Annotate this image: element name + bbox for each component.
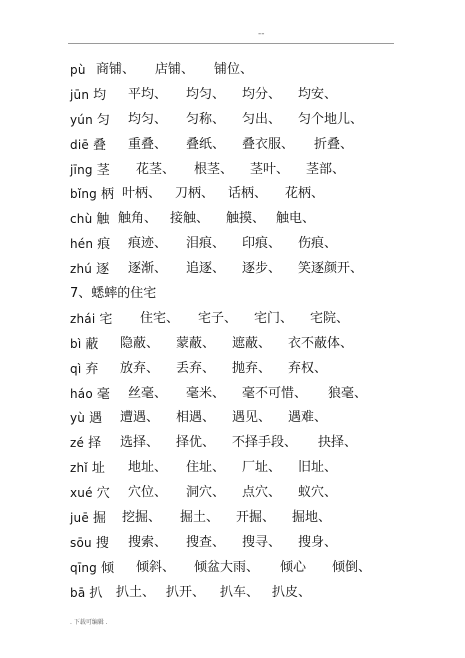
vocab-word: 刀柄、	[175, 186, 215, 202]
pinyin: jūn	[70, 87, 90, 102]
head-character: 遇	[89, 411, 103, 427]
vocab-word: 狼毫、	[328, 385, 368, 401]
vocab-row	[70, 406, 410, 431]
header-rule	[68, 43, 394, 44]
vocab-word: 均安、	[298, 86, 338, 102]
vocab-row	[70, 382, 410, 407]
vocab-row	[70, 83, 410, 108]
vocab-word: 搜身、	[298, 534, 338, 550]
vocab-word: 扒开、	[166, 584, 206, 600]
vocab-row	[70, 332, 410, 357]
vocab-word: 触摸、	[226, 211, 266, 227]
pinyin: yún	[70, 112, 93, 127]
vocab-word: 宅院、	[310, 310, 350, 326]
vocab-row	[70, 357, 410, 382]
vocab-word: 花茎、	[136, 161, 176, 177]
vocab-word: 茎叶、	[250, 161, 290, 177]
vocab-word: 痕迹、	[128, 236, 168, 252]
pinyin: yù	[70, 411, 86, 426]
vocab-word: 铺位、	[214, 62, 254, 77]
vocab-word: 抉择、	[318, 435, 358, 451]
vocab-word: 倾斜、	[136, 559, 176, 575]
vocab-word: 择优、	[176, 435, 216, 451]
pinyin: hén	[70, 237, 94, 252]
vocab-word: 穴位、	[128, 485, 168, 501]
head-character: 茎	[96, 162, 110, 178]
vocab-word: 隐蔽、	[120, 335, 160, 351]
vocab-row	[70, 581, 410, 606]
vocab-word: 丢弃、	[176, 360, 216, 376]
pinyin: jīng	[70, 162, 93, 177]
vocab-word: 笑逐颜开、	[298, 261, 364, 277]
head-character: 叠	[92, 137, 106, 153]
pinyin: zé	[70, 436, 85, 451]
pinyin: zhú	[70, 262, 93, 277]
vocab-row	[70, 182, 410, 207]
pinyin: zhái	[70, 311, 96, 326]
vocab-word: 弃权、	[288, 360, 328, 376]
vocab-word: 抛弃、	[232, 360, 272, 376]
vocab-word: 茎部、	[306, 161, 346, 177]
vocab-word: 点穴、	[242, 485, 282, 501]
head-character: 宅	[99, 311, 113, 327]
head-character: 穴	[96, 486, 110, 502]
vocab-word: 遭遇、	[120, 410, 160, 426]
vocab-word: 放弃、	[120, 360, 160, 376]
vocab-word: 宅子、	[198, 310, 238, 326]
head-character: 址	[91, 461, 105, 477]
head-character: 逐	[96, 262, 110, 278]
vocab-word: 均分、	[242, 86, 282, 102]
vocab-word: 宅门、	[254, 310, 294, 326]
vocab-row	[70, 307, 410, 332]
vocab-word: 掘土、	[180, 510, 220, 526]
vocab-word: 遇难、	[288, 410, 328, 426]
vocab-word: 挖掘、	[122, 510, 162, 526]
pinyin: bā	[70, 585, 86, 600]
pinyin: sōu	[70, 535, 92, 550]
pinyin: pù	[70, 63, 86, 77]
vocab-word: 触电、	[276, 211, 316, 227]
pinyin: bì	[70, 336, 82, 351]
pinyin: bǐng	[70, 187, 97, 202]
vocab-word: 蒙蔽、	[176, 335, 216, 351]
vocab-word: 选择、	[120, 435, 160, 451]
vocab-word: 倾心	[280, 559, 307, 575]
pinyin: chù	[70, 212, 93, 227]
vocab-word: 地址、	[128, 460, 168, 476]
vocab-word: 追逐、	[186, 261, 226, 277]
vocab-word: 均匀、	[186, 86, 226, 102]
vocab-word: 扒皮、	[272, 584, 312, 600]
vocab-word: 倾倒、	[332, 559, 372, 575]
vocab-row	[70, 531, 410, 556]
vocab-word: 折叠、	[314, 136, 354, 152]
pinyin: zhǐ	[70, 461, 88, 476]
vocab-word: 搜查、	[186, 534, 226, 550]
vocab-word: 毫米、	[186, 385, 226, 401]
head-character: 均	[93, 87, 107, 103]
vocab-word: 叠衣服、	[242, 136, 295, 152]
head-character: 扒	[89, 585, 103, 601]
head-character: 倾	[100, 560, 114, 576]
vocab-word: 逐渐、	[128, 261, 168, 277]
vocab-word: 商铺、	[96, 62, 136, 77]
vocab-word: 住宅、	[140, 310, 180, 326]
vocab-word: 蚁穴、	[298, 485, 338, 501]
section-title: 7、蟋蟀的住宅	[70, 286, 157, 302]
vocab-row	[70, 257, 410, 282]
word-list	[70, 58, 410, 606]
vocab-word: 伤痕、	[298, 236, 338, 252]
vocab-word: 匀称、	[186, 111, 226, 127]
vocab-word: 匀个地儿、	[298, 111, 364, 127]
vocab-word: 扒车、	[220, 584, 260, 600]
vocab-word: 根茎、	[194, 161, 234, 177]
vocab-row	[70, 481, 410, 506]
vocab-word: 开掘、	[236, 510, 276, 526]
vocab-word: 厂址、	[242, 460, 282, 476]
head-character: 掘	[92, 511, 106, 527]
vocab-word: 相遇、	[176, 410, 216, 426]
head-character: 柄	[100, 187, 114, 203]
vocab-word: 均匀、	[128, 111, 168, 127]
vocab-row	[70, 58, 410, 83]
vocab-row	[70, 108, 410, 133]
vocab-word: 话柄、	[228, 186, 268, 202]
head-character: 择	[88, 436, 102, 452]
vocab-word: 洞穴、	[186, 485, 226, 501]
head-character: 搜	[95, 535, 109, 551]
pinyin: háo	[70, 386, 93, 401]
vocab-word: 印痕、	[242, 236, 282, 252]
vocab-word: 遮蔽、	[232, 335, 272, 351]
pinyin: juē	[70, 511, 89, 526]
vocab-row	[70, 232, 410, 257]
vocab-row	[70, 158, 410, 183]
vocab-word: 遇见、	[232, 410, 272, 426]
pinyin: qīng	[70, 560, 97, 575]
vocab-row	[70, 556, 410, 581]
vocab-word: 重叠、	[128, 136, 168, 152]
vocab-row	[70, 456, 410, 481]
vocab-word: 搜索、	[128, 534, 168, 550]
head-character: 毫	[96, 386, 110, 402]
head-character: 弃	[85, 361, 99, 377]
vocab-row	[70, 506, 410, 531]
vocab-word: 不择手段、	[232, 435, 298, 451]
vocab-row	[70, 207, 410, 232]
vocab-word: 平均、	[128, 86, 168, 102]
vocab-word: 逐步、	[242, 261, 282, 277]
vocab-word: 扒土、	[116, 584, 156, 600]
vocab-word: 接触、	[170, 211, 210, 227]
head-character: 触	[96, 212, 110, 228]
vocab-word: 店铺、	[155, 62, 195, 77]
pinyin: xué	[70, 486, 93, 501]
vocab-word: 叶柄、	[122, 186, 162, 202]
pinyin: qì	[70, 361, 82, 376]
vocab-word: 掘地、	[292, 510, 332, 526]
vocab-word: 触角、	[118, 211, 158, 227]
head-character: 痕	[97, 237, 111, 253]
head-character: 蔽	[85, 336, 99, 352]
vocab-word: 泪痕、	[186, 236, 226, 252]
vocab-word: 丝毫、	[128, 385, 168, 401]
header-mark: --	[258, 29, 265, 39]
vocab-word: 叠纸、	[186, 136, 226, 152]
vocab-word: 倾盆大雨、	[194, 559, 260, 575]
vocab-word: 花柄、	[285, 186, 325, 202]
vocab-word: 住址、	[186, 460, 226, 476]
head-character: 匀	[96, 112, 110, 128]
vocab-word: 旧址、	[298, 460, 338, 476]
vocab-row	[70, 431, 410, 456]
section-heading-row	[70, 282, 410, 307]
vocab-word: 搜寻、	[242, 534, 282, 550]
footer-text: . 下载可编辑 .	[70, 619, 108, 626]
pinyin: diē	[70, 137, 89, 152]
vocab-row	[70, 133, 410, 158]
vocab-word: 衣不蔽体、	[288, 335, 354, 351]
vocab-word: 毫不可惜、	[242, 385, 308, 401]
vocab-word: 匀出、	[242, 111, 282, 127]
